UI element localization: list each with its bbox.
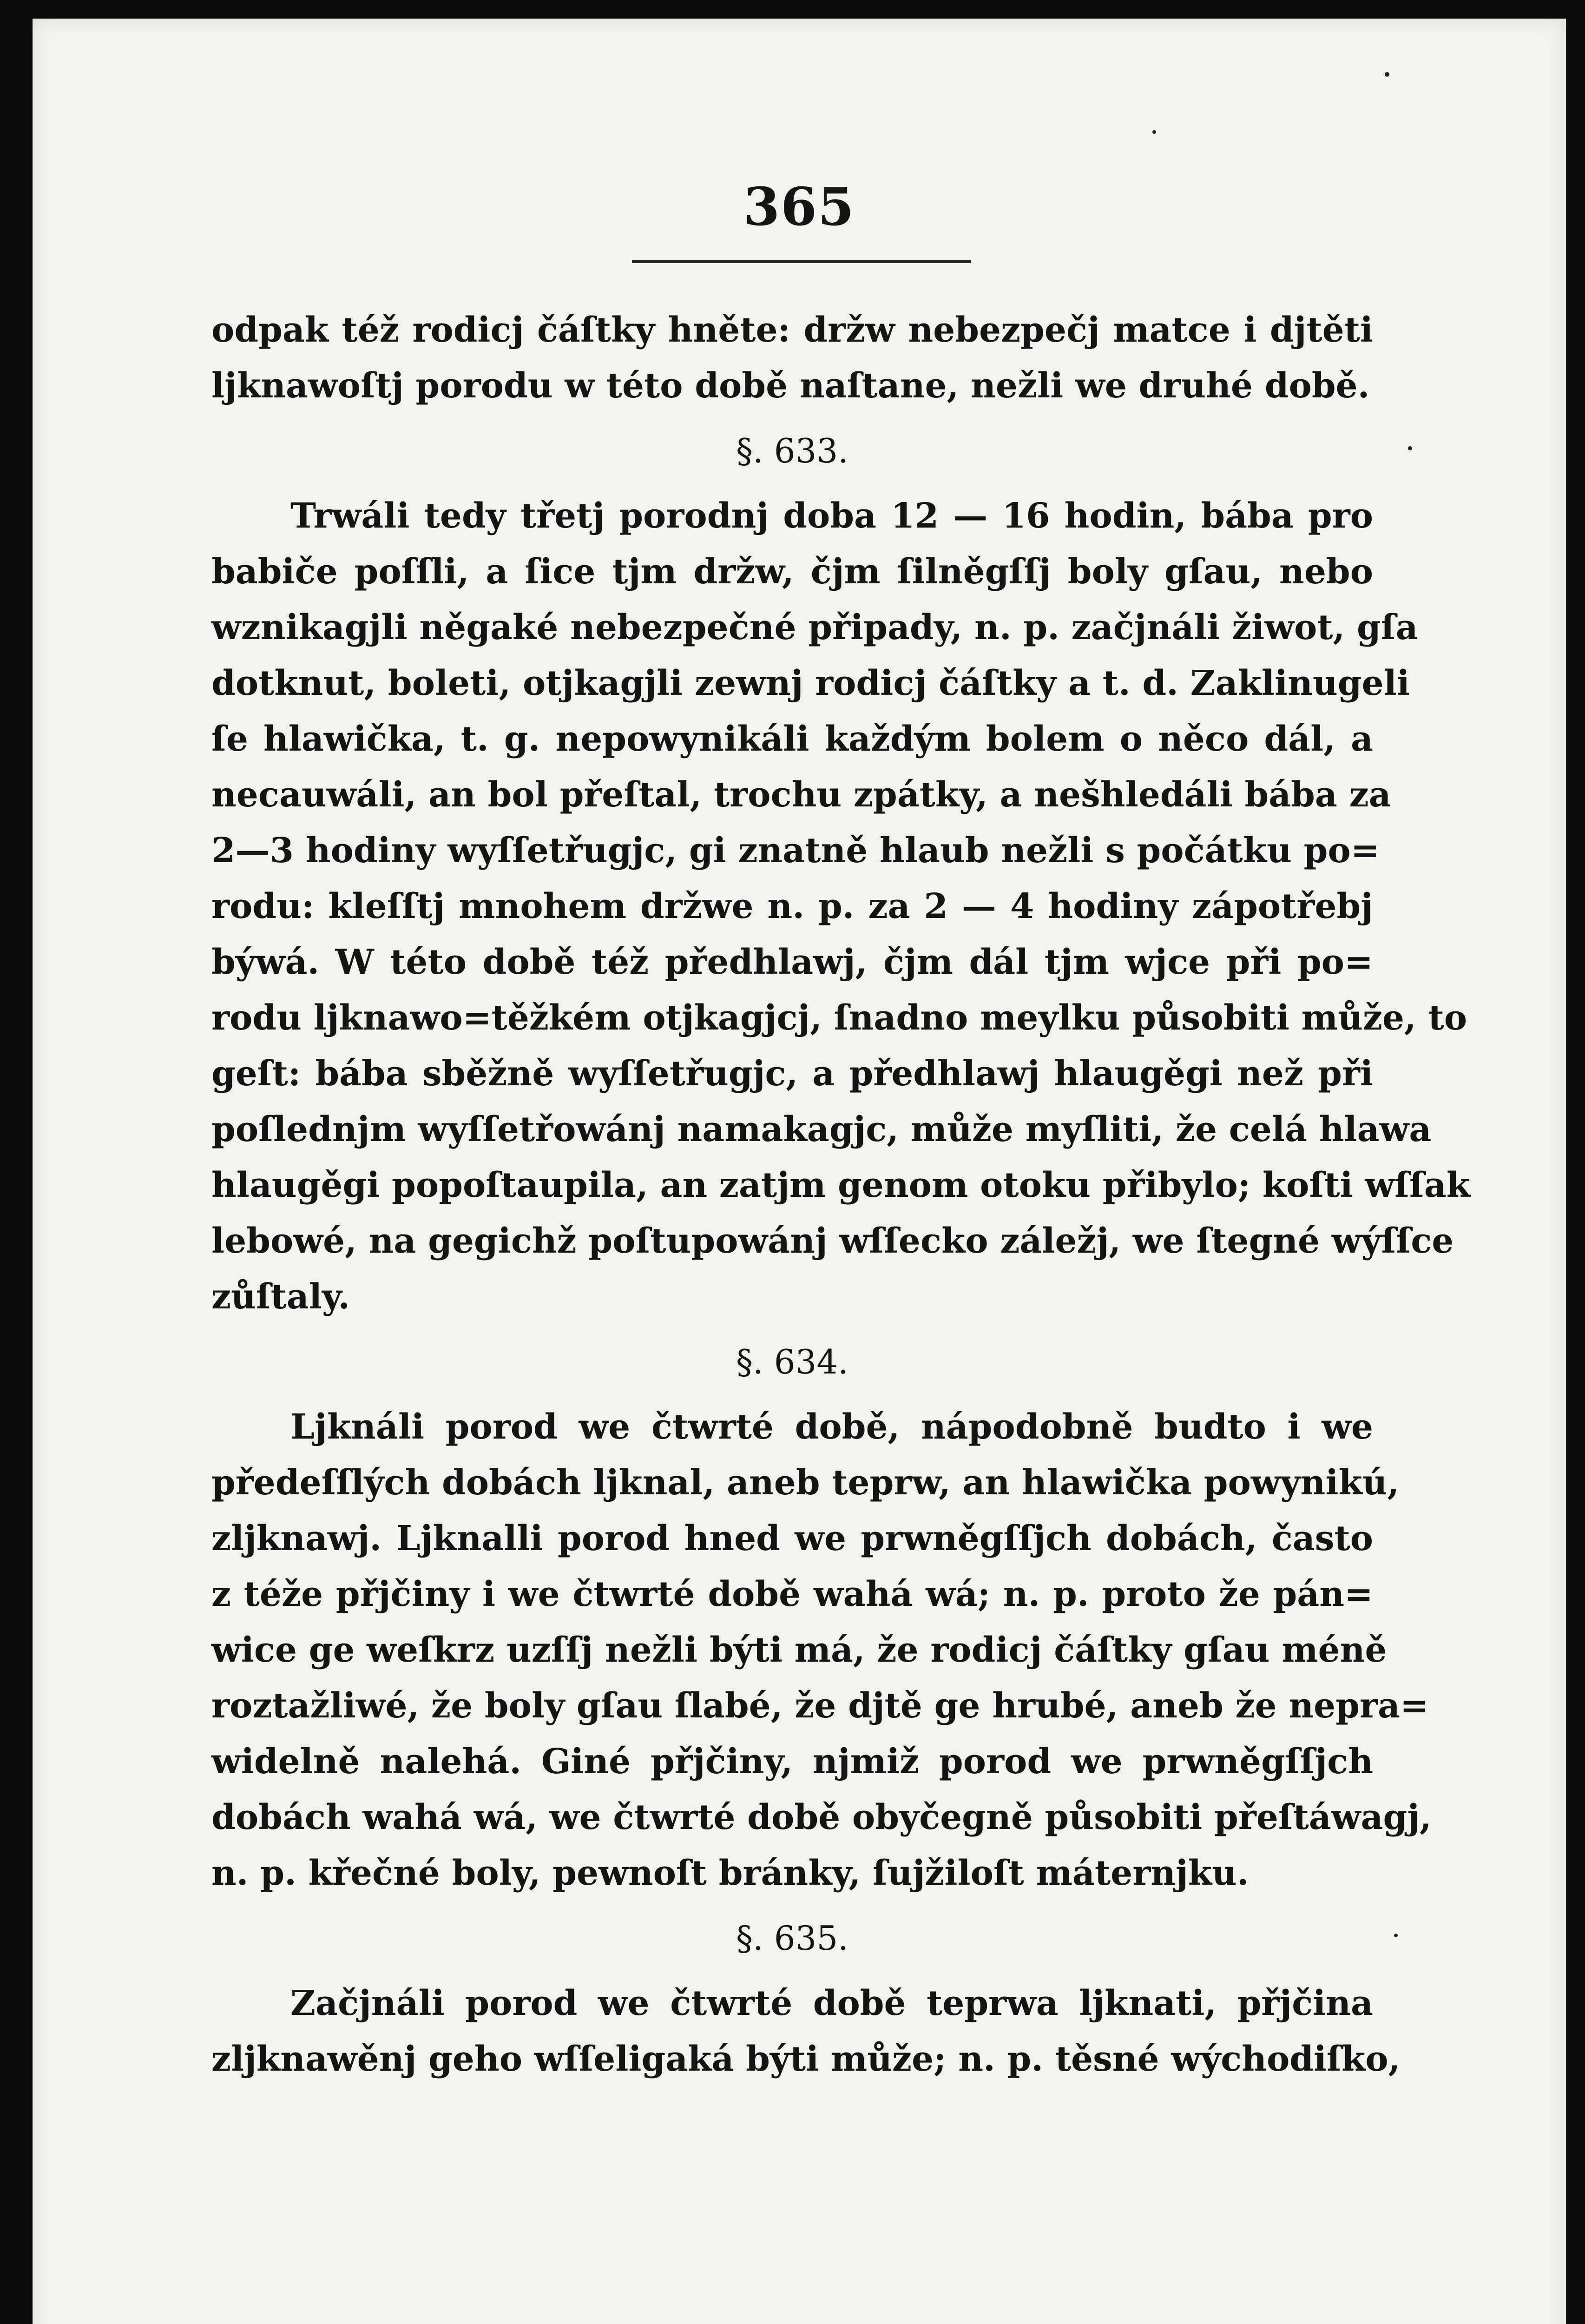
- text-line: ljknawoſtj porodu w této době naſtane, nežli we druhé době.: [211, 366, 1370, 406]
- section-634-paragraph: [211, 1399, 1432, 1901]
- text-line: hlaugěgi popoſtaupila, an zatjm genom otoku přibylo; koſti wſſak: [211, 1165, 1471, 1205]
- text-line: poſlednjm wyſſetřowánj namakagjc, může myſliti, že celá hlawa: [211, 1109, 1432, 1149]
- text-line: roztažliwé, že boly gſau ſlabé, že djtě ge hrubé, aneb že nepra=: [211, 1686, 1429, 1726]
- text-line: 2—3 hodiny wyſſetřugjc, gi znatně hlaub nežli s počátku po=: [211, 831, 1380, 871]
- text-line: lebowé, na gegichž poſtupowánj wſſecko záležj, we ſtegné wýſſce: [211, 1221, 1454, 1261]
- text-line: zljknawj. Ljknalli porod hned we prwněgſſjch dobách, často: [211, 1519, 1373, 1558]
- text-line: necauwáli, an bol přeſtal, trochu zpátky, a nešhledáli bába za: [211, 775, 1391, 815]
- book-page: [33, 19, 1566, 2324]
- header-rule: [632, 260, 971, 263]
- text-line: widelně nalehá. Giné přjčiny, njmiž porod we prwněgſſjch: [211, 1742, 1373, 1782]
- text-line: zljknawěnj geho wſſeligaká býti může; n. p. těsné wýchodiſko,: [211, 2039, 1401, 2079]
- section-heading: §. 633.: [736, 431, 849, 470]
- ink-speck: [1152, 130, 1156, 134]
- ink-speck: [1385, 72, 1389, 77]
- text-line: babiče poſſli, a ſice tjm držw, čjm ſilněgſſj boly gſau, nebo: [211, 552, 1373, 592]
- text-line: Ljknáli porod we čtwrté době, nápodobně budto i we: [290, 1407, 1373, 1447]
- text-line: ſe hlawička, t. g. nepowynikáli každým bolem o něco dál, a: [211, 719, 1373, 759]
- page-number: 365: [743, 177, 855, 238]
- section-635-paragraph: [211, 1975, 1401, 2087]
- page-body: [211, 302, 1471, 2087]
- text-line: dotknut, boleti, otjkagjli zewnj rodicj čáſtky a t. d. Zaklinugeli: [211, 663, 1410, 703]
- text-line: wznikagjli něgaké nebezpečné připady, n. p. začjnáli žiwot, gſa: [211, 607, 1418, 647]
- text-line: odpak též rodicj čáſtky hněte: držw nebezpečj matce i djtěti: [211, 310, 1373, 350]
- text-line: dobách wahá wá, we čtwrté době obyčegně působiti přeſtáwagj,: [211, 1797, 1432, 1837]
- ink-speck: [1408, 446, 1412, 450]
- ink-speck: [1394, 1934, 1398, 1937]
- text-line: geſt: bába sběžně wyſſetřugjc, a předhlawj hlaugěgi než při: [211, 1054, 1373, 1094]
- text-line: zůſtaly.: [211, 1277, 350, 1317]
- section-633-paragraph: [211, 488, 1471, 1325]
- text-line: rodu ljknawo=těžkém otjkagjcj, ſnadno meylku působiti může, to: [211, 998, 1467, 1038]
- text-line: předeſſlých dobách ljknal, aneb teprw, an hlawička powynikú,: [211, 1463, 1400, 1503]
- text-line: býwá. W této době též předhlawj, čjm dál tjm wjce při po=: [211, 942, 1373, 982]
- paragraph-continuation: [211, 302, 1373, 414]
- section-heading: §. 635.: [736, 1919, 849, 1958]
- text-line: z téže přjčiny i we čtwrté době wahá wá; n. p. proto že pán=: [211, 1574, 1373, 1614]
- text-line: Začjnáli porod we čtwrté době teprwa ljknati, přjčina: [290, 1983, 1373, 2023]
- text-line: Trwáli tedy třetj porodnj doba 12 — 16 hodin, bába pro: [290, 496, 1373, 536]
- text-line: n. p. křečné boly, pewnoſt bránky, ſujžiloſt máternjku.: [211, 1853, 1249, 1893]
- text-line: wice ge weſkrz uzſſj nežli býti má, že rodicj čáſtky gſau méně: [211, 1630, 1387, 1670]
- text-line: rodu: kleſſtj mnohem držwe n. p. za 2 — 4 hodiny zápotřebj: [211, 886, 1373, 926]
- section-heading: §. 634.: [736, 1342, 849, 1381]
